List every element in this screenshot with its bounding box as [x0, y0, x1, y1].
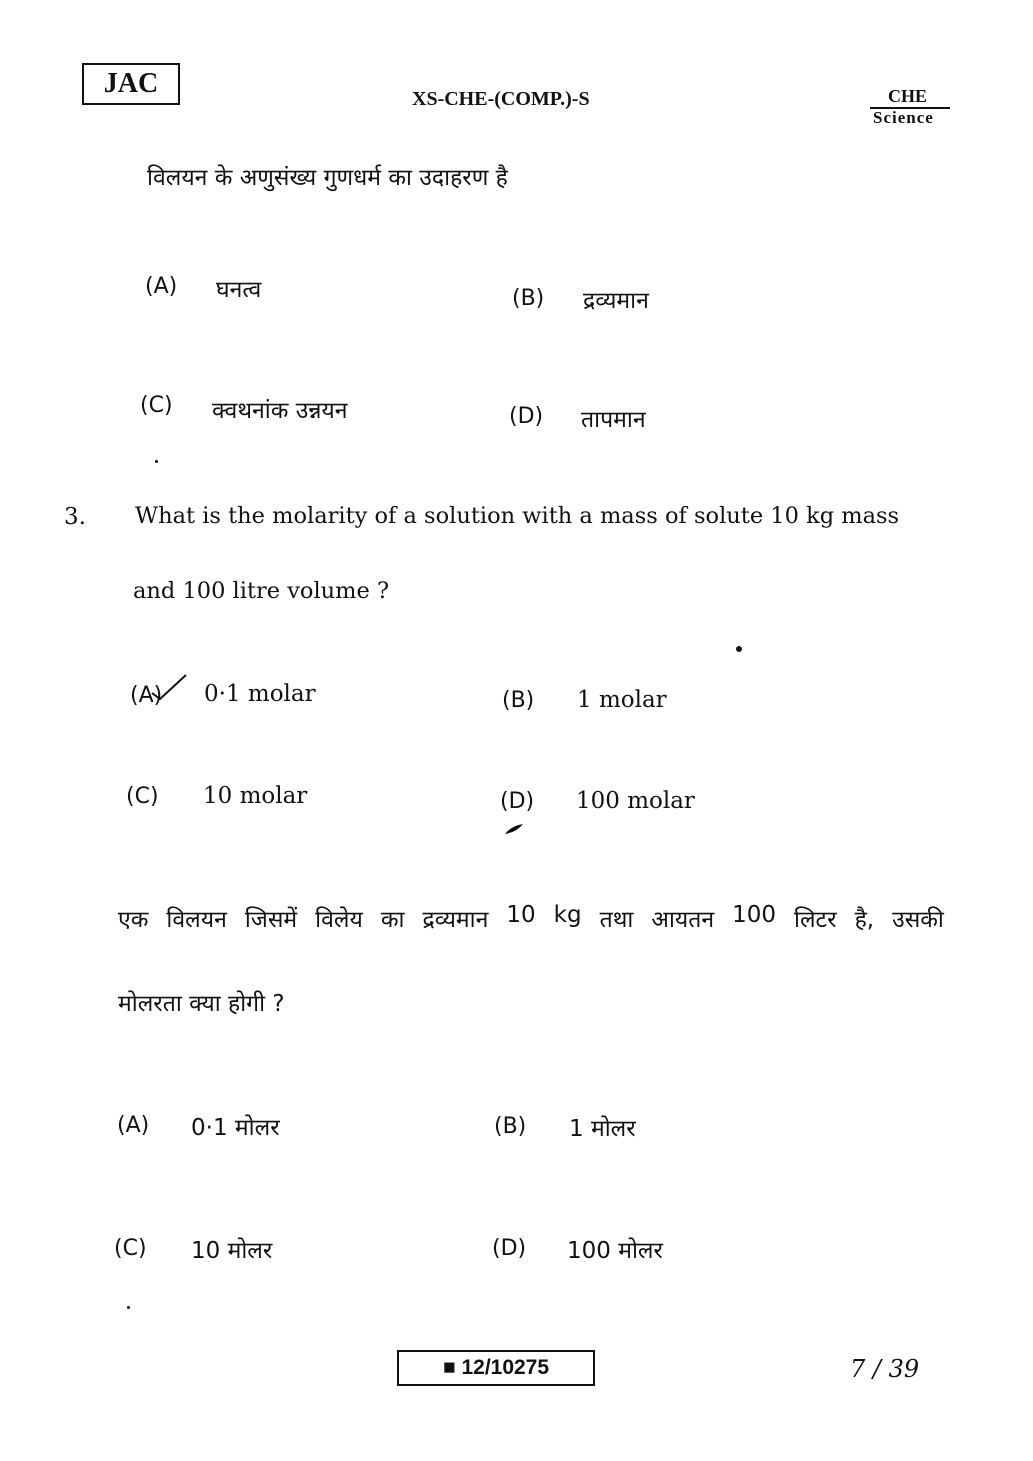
q3-hindi-option-c-label: (C) [114, 1236, 147, 1261]
q3-hindi-word: उसकी [892, 907, 944, 933]
q3-text-line1: What is the molarity of a solution with a mass of solute 10 kg mass [135, 503, 900, 529]
q3-option-b-label: (B) [502, 688, 535, 713]
q3-option-a-label: (A) [130, 683, 163, 708]
q3-number: 3. [64, 504, 86, 530]
q2-hindi-option-c-label: (C) [140, 393, 173, 418]
q3-hindi-option-c-text: 10 मोलर [191, 1238, 273, 1264]
q3-hindi-word: जिसमें [244, 907, 298, 933]
q3-hindi-word: आयतन [651, 907, 715, 933]
q2-hindi-option-c-text: क्वथनांक उन्नयन [212, 398, 348, 424]
q3-hindi-option-a-text: 0·1 मोलर [191, 1115, 280, 1141]
q2-hindi-option-a-text: घनत्व [216, 277, 262, 303]
q3-hindi-option-d-label: (D) [492, 1236, 527, 1261]
paper-code: XS-CHE-(COMP.)-S [412, 88, 590, 110]
q3-hindi-text-line1 [118, 902, 944, 934]
q3-hindi-word: है, [854, 907, 875, 933]
q3-option-a-text: 0·1 molar [204, 681, 316, 707]
q3-hindi-word: लिटर [794, 907, 837, 933]
q3-option-d-text: 100 molar [576, 788, 695, 814]
q2-hindi-option-b-text: द्रव्यमान [583, 288, 649, 314]
tick-mark-icon [148, 673, 188, 701]
subject-name: Science [873, 108, 934, 127]
q3-hindi-word: kg [553, 902, 582, 928]
q3-hindi-word: 10 [506, 902, 536, 928]
q3-hindi-word: का [380, 907, 405, 933]
q2-hindi-option-d-text: तापमान [581, 407, 646, 433]
stray-dot [736, 646, 742, 652]
q3-hindi-word: द्रव्यमान [422, 907, 489, 933]
page-number: 7 / 39 [850, 1355, 920, 1383]
stray-dot [155, 460, 158, 463]
q3-hindi-text-line2: मोलरता क्या होगी ? [118, 991, 285, 1017]
q3-option-d-label: (D) [500, 789, 535, 814]
q3-hindi-option-d-text: 100 मोलर [567, 1238, 663, 1264]
stray-dot [127, 1306, 130, 1309]
q2-hindi-option-b-label: (B) [512, 286, 545, 311]
q3-option-c-label: (C) [126, 784, 159, 809]
q2-hindi-question: विलयन के अणुसंख्य गुणधर्म का उदाहरण है [147, 165, 508, 191]
q3-hindi-option-b-text: 1 मोलर [569, 1116, 636, 1142]
q3-option-b-text: 1 molar [577, 687, 667, 713]
footer-code-box: ■ 12/10275 [397, 1350, 595, 1386]
subject-code: CHE [888, 86, 928, 106]
board-logo-box: JAC [82, 63, 180, 105]
pen-mark-icon [503, 822, 525, 836]
q3-text-line2: and 100 litre volume ? [133, 578, 390, 604]
q3-option-c-text: 10 molar [203, 783, 308, 809]
q3-hindi-option-a-label: (A) [117, 1113, 150, 1138]
q3-hindi-word: विलेय [315, 907, 363, 933]
q3-hindi-option-b-label: (B) [494, 1114, 527, 1139]
q3-hindi-word: तथा [599, 907, 634, 933]
q3-hindi-word: विलयन [166, 907, 227, 933]
q2-hindi-option-a-label: (A) [145, 274, 178, 299]
q3-hindi-word: एक [118, 907, 149, 933]
q2-hindi-option-d-label: (D) [509, 404, 544, 429]
q3-hindi-word: 100 [732, 902, 776, 928]
